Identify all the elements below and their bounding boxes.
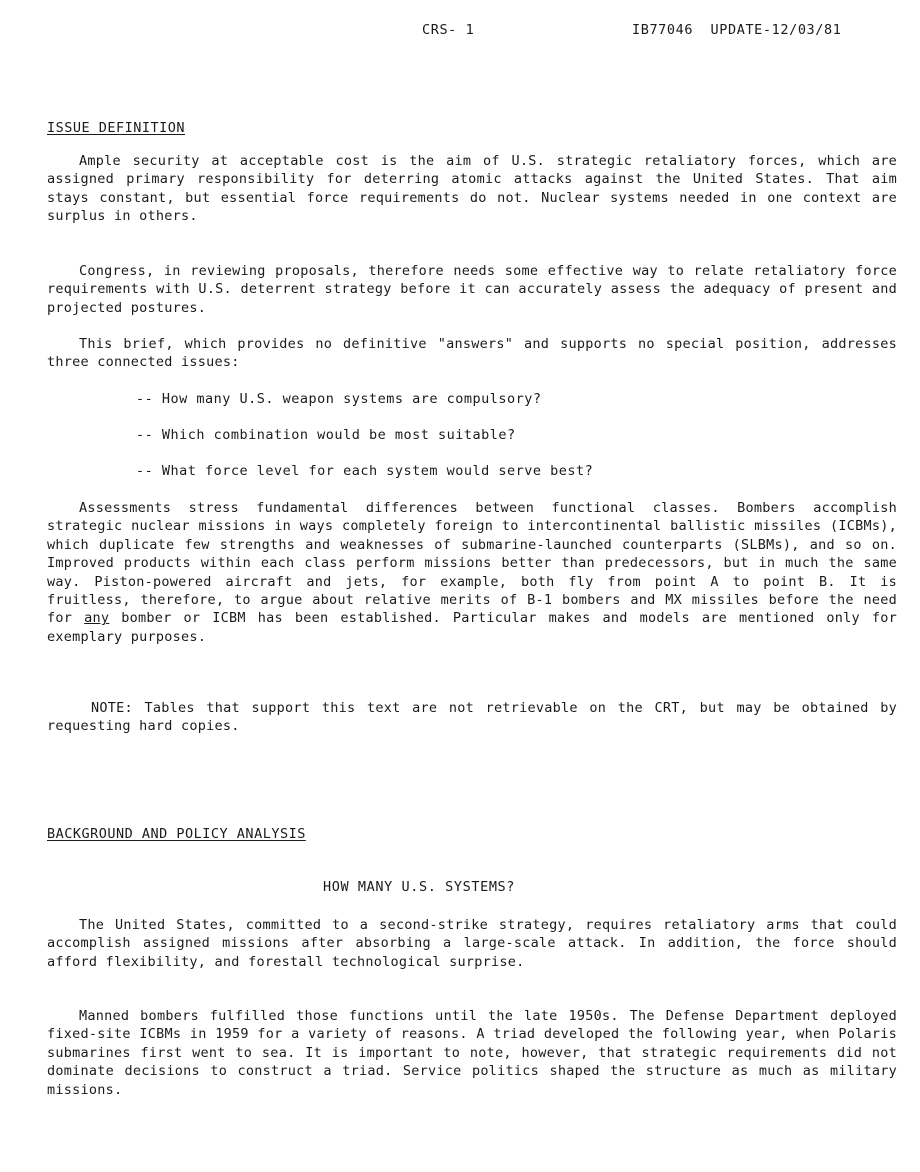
how-many-systems-subheading: HOW MANY U.S. SYSTEMS?: [323, 879, 516, 895]
issue-paragraph-3: This brief, which provides no definitive "answers" and supports no special position, addresses three connected issues:: [47, 336, 897, 371]
background-paragraph-1: The United States, committed to a second-strike strategy, requires retaliatory arms that could accomplish assigned missions after absorbing a large-scale attack. In addition, the force should afford flexibility, and forestall technological surprise.: [47, 917, 897, 970]
note-paragraph: NOTE: Tables that support this text are not retrievable on the CRT, but may be obtained by requesting hard copies.: [47, 700, 897, 735]
document-id-header: IB77046 UPDATE-12/03/81: [632, 22, 842, 38]
paragraph-4-emphasis: any: [84, 610, 110, 627]
background-heading: BACKGROUND AND POLICY ANALYSIS: [47, 826, 306, 842]
paragraph-4-text-a: Assessments stress fundamental differences between functional classes. Bombers accomplish strategic nuclear missions in ways completely foreign to intercontinental ballistic missiles (ICBMs), which duplicate few strengths and weaknesses of submarine-launched counterparts (SLBMs), and so on. Improved products within each class perform missions better than predecessors, but in much the same way. Piston-powered aircraft and jets, for example, both fly from point A to point B. It is fruitless, therefore, to argue about relative merits of B-1 bombers and MX missiles before the need for: [47, 500, 897, 627]
page-number-header: CRS- 1: [422, 22, 475, 38]
issue-paragraph-4: [47, 499, 897, 646]
issue-paragraph-1: Ample security at acceptable cost is the aim of U.S. strategic retaliatory forces, which are assigned primary responsibility for deterring atomic attacks against the United States. That aim stays constant, but essential force requirements do not. Nuclear systems needed in one context are surplus in others.: [47, 153, 897, 225]
question-item-2: -- Which combination would be most suitable?: [136, 427, 516, 443]
paragraph-4-text-b: bomber or ICBM has been established. Particular makes and models are mentioned only for exemplary purposes.: [47, 610, 897, 645]
question-item-1: -- How many U.S. weapon systems are compulsory?: [136, 391, 542, 407]
issue-definition-heading: ISSUE DEFINITION: [47, 120, 186, 136]
background-paragraph-2: Manned bombers fulfilled those functions until the late 1950s. The Defense Department deployed fixed-site ICBMs in 1959 for a variety of reasons. A triad developed the following year, when Polaris submarines first went to sea. It is important to note, however, that strategic requirements did not dominate decisions to construct a triad. Service politics shaped the structure as much as military missions.: [47, 1008, 897, 1098]
question-item-3: -- What force level for each system would serve best?: [136, 463, 594, 479]
issue-paragraph-2: Congress, in reviewing proposals, therefore needs some effective way to relate retaliatory force requirements with U.S. deterrent strategy before it can accurately assess the adequacy of present and projected postures.: [47, 263, 897, 316]
